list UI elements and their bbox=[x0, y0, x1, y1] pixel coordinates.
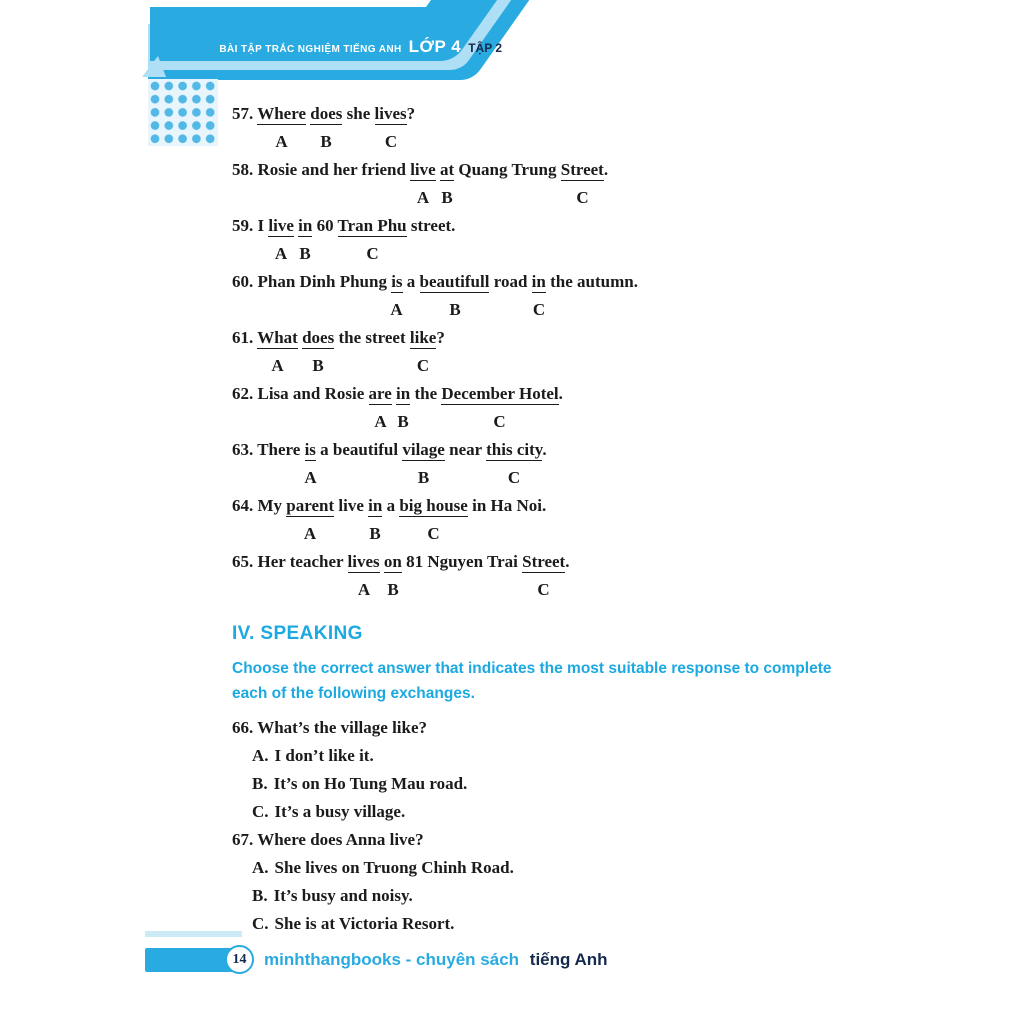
text-segment: Rosie and her friend bbox=[257, 160, 411, 179]
question-sentence bbox=[232, 212, 831, 240]
underlined-segment: vilage bbox=[402, 440, 445, 459]
option-letter: B bbox=[320, 132, 332, 151]
answer-choice bbox=[232, 798, 831, 826]
text-segment: Quang Trung bbox=[454, 160, 561, 179]
option-letter: A bbox=[304, 468, 317, 487]
underlined-segment: does bbox=[302, 328, 335, 347]
choice-text: It’s on Ho Tung Mau road. bbox=[273, 774, 468, 793]
answer-choice bbox=[232, 854, 831, 882]
option-letter-row bbox=[232, 464, 831, 492]
underlined-segment: Street bbox=[560, 160, 604, 179]
underlined-segment: like bbox=[409, 328, 437, 347]
question-block bbox=[232, 436, 831, 492]
option-letter: C bbox=[532, 300, 546, 319]
text-segment: near bbox=[444, 440, 487, 459]
page-number-badge bbox=[225, 945, 254, 974]
question-sentence bbox=[232, 436, 831, 464]
option-letter: C bbox=[427, 524, 440, 543]
speaking-question-text: 66. What’s the village like? bbox=[232, 718, 428, 737]
option-letter: B bbox=[417, 468, 430, 487]
option-letter: B bbox=[369, 524, 381, 543]
choice-label: C. bbox=[252, 914, 269, 933]
question-block bbox=[232, 156, 831, 212]
text-segment: . bbox=[603, 160, 609, 179]
choice-text: She is at Victoria Resort. bbox=[274, 914, 455, 933]
question-number: 64. bbox=[232, 496, 258, 515]
question-sentence bbox=[232, 548, 831, 576]
text-segment: . bbox=[558, 384, 563, 403]
text-segment: in Ha Noi. bbox=[467, 496, 547, 515]
option-letter: C bbox=[537, 580, 550, 599]
question-block bbox=[232, 324, 831, 380]
underlined-segment: December Hotel bbox=[441, 384, 559, 403]
underlined-segment: live bbox=[268, 216, 294, 235]
answer-choice bbox=[232, 770, 831, 798]
question-block bbox=[232, 492, 831, 548]
text-segment: 60 bbox=[312, 216, 338, 235]
option-letter-row bbox=[232, 296, 831, 324]
choice-label: B. bbox=[252, 886, 268, 905]
underlined-segment: parent bbox=[286, 496, 335, 515]
option-letter-row bbox=[232, 128, 831, 156]
question-block bbox=[232, 268, 831, 324]
question-block bbox=[232, 548, 831, 604]
header-title bbox=[220, 37, 502, 57]
option-letter: B bbox=[441, 188, 453, 207]
text-segment: road bbox=[489, 272, 532, 291]
page-number: 14 bbox=[232, 951, 247, 967]
underlined-segment: does bbox=[310, 104, 343, 123]
text-segment: I bbox=[257, 216, 269, 235]
question-sentence bbox=[232, 492, 831, 520]
choice-label: B. bbox=[252, 774, 268, 793]
underlined-segment: on bbox=[383, 552, 402, 571]
underlined-segment: What bbox=[257, 328, 298, 347]
question-number: 61. bbox=[232, 328, 258, 347]
speaking-instruction bbox=[232, 656, 831, 706]
text-segment: a bbox=[382, 496, 400, 515]
text-segment: 81 Nguyen Trai bbox=[401, 552, 523, 571]
option-letter: C bbox=[384, 132, 398, 151]
speaking-question-block bbox=[232, 714, 831, 826]
option-letter: B bbox=[449, 300, 461, 319]
footer-accent-strip bbox=[145, 931, 242, 937]
text-segment: ? bbox=[406, 104, 416, 123]
text-segment: street. bbox=[406, 216, 456, 235]
underlined-segment: live bbox=[410, 160, 436, 179]
text-segment: Lisa and Rosie bbox=[257, 384, 369, 403]
option-letter: C bbox=[493, 412, 506, 431]
dots-decoration bbox=[148, 79, 218, 146]
option-letter: A bbox=[303, 524, 317, 543]
option-letter: C bbox=[366, 244, 379, 263]
choice-text: I don’t like it. bbox=[274, 746, 374, 765]
underlined-segment: lives bbox=[347, 552, 380, 571]
option-letter: B bbox=[299, 244, 311, 263]
underlined-segment: big house bbox=[399, 496, 468, 515]
text-segment: . bbox=[542, 440, 547, 459]
underlined-segment: Tran Phu bbox=[337, 216, 407, 235]
answer-choice bbox=[232, 742, 831, 770]
question-number: 63. bbox=[232, 440, 258, 459]
speaking-question-block bbox=[232, 826, 831, 938]
choice-label: A. bbox=[252, 858, 269, 877]
underlined-segment: lives bbox=[374, 104, 407, 123]
question-number: 57. bbox=[232, 104, 258, 123]
choice-text: It’s a busy village. bbox=[274, 802, 406, 821]
option-letter-row bbox=[232, 240, 831, 268]
question-sentence bbox=[232, 156, 831, 184]
speaking-question-text: 67. Where does Anna live? bbox=[232, 830, 424, 849]
underlined-segment: in bbox=[531, 272, 546, 291]
option-letter-row bbox=[232, 352, 831, 380]
instruction-line: Choose the correct answer that indicates the most suitable response to complete bbox=[232, 660, 832, 677]
speaking-questions bbox=[232, 714, 831, 938]
question-sentence bbox=[232, 268, 831, 296]
text-segment: There bbox=[257, 440, 305, 459]
question-sentence bbox=[232, 100, 831, 128]
instruction-line: each of the following exchanges. bbox=[232, 685, 475, 702]
underlined-segment: in bbox=[396, 384, 411, 403]
text-segment: . bbox=[565, 552, 570, 571]
option-letter: B bbox=[387, 580, 399, 599]
question-number: 59. bbox=[232, 216, 258, 235]
underlined-segment: Street bbox=[522, 552, 566, 571]
option-letter: C bbox=[507, 468, 521, 487]
option-letter: A bbox=[274, 244, 288, 263]
choice-text: She lives on Truong Chinh Road. bbox=[274, 858, 514, 877]
choice-label: C. bbox=[252, 802, 269, 821]
question-sentence bbox=[232, 324, 831, 352]
text-segment: live bbox=[334, 496, 369, 515]
option-letter: B bbox=[397, 412, 409, 431]
text-segment: Phan Dinh Phung bbox=[257, 272, 392, 291]
option-letter-row bbox=[232, 184, 831, 212]
question-number: 58. bbox=[232, 160, 258, 179]
text-segment: the street bbox=[334, 328, 410, 347]
underlined-segment: is bbox=[304, 440, 316, 459]
question-number: 60. bbox=[232, 272, 258, 291]
option-letter: A bbox=[271, 356, 284, 375]
option-letter: A bbox=[357, 580, 371, 599]
option-letter: A bbox=[374, 412, 387, 431]
underlined-segment: at bbox=[439, 160, 455, 179]
series-title: BÀI TẬP TRẮC NGHIỆM TIẾNG ANH bbox=[219, 44, 402, 55]
grade-label: LỚP 4 bbox=[408, 37, 462, 56]
text-segment: ? bbox=[436, 328, 445, 347]
question-block bbox=[232, 212, 831, 268]
underlined-segment: Where bbox=[257, 104, 306, 123]
option-letter: B bbox=[312, 356, 324, 375]
answer-choice bbox=[232, 910, 831, 938]
option-letter: A bbox=[275, 132, 288, 151]
choice-label: A. bbox=[252, 746, 269, 765]
answer-choice bbox=[232, 882, 831, 910]
underlined-segment: is bbox=[391, 272, 403, 291]
volume-label: TẬP 2 bbox=[468, 41, 502, 55]
option-letter-row bbox=[232, 408, 831, 436]
footer-brand-line bbox=[264, 948, 608, 972]
underlined-segment: in bbox=[298, 216, 313, 235]
speaking-section-heading: IV. SPEAKING bbox=[232, 623, 363, 644]
question-number: 62. bbox=[232, 384, 258, 403]
text-segment: My bbox=[257, 496, 287, 515]
underlined-segment: this city bbox=[486, 440, 543, 459]
underlined-segment: beautifull bbox=[419, 272, 490, 291]
question-block bbox=[232, 380, 831, 436]
option-letter-row bbox=[232, 576, 831, 604]
brand-suffix: tiếng Anh bbox=[529, 950, 608, 969]
text-segment: Her teacher bbox=[257, 552, 348, 571]
text-segment: a beautiful bbox=[315, 440, 403, 459]
error-questions bbox=[232, 100, 831, 604]
text-segment: the bbox=[410, 384, 442, 403]
underlined-segment: in bbox=[368, 496, 383, 515]
page-content bbox=[232, 100, 831, 938]
option-letter: C bbox=[576, 188, 589, 207]
brand-name: minhthangbooks - chuyên sách bbox=[264, 950, 520, 969]
option-letter: A bbox=[416, 188, 430, 207]
text-segment: a bbox=[402, 272, 420, 291]
underlined-segment: are bbox=[368, 384, 392, 403]
question-block bbox=[232, 100, 831, 156]
option-letter: A bbox=[390, 300, 403, 319]
text-segment: she bbox=[342, 104, 375, 123]
question-sentence bbox=[232, 380, 831, 408]
option-letter: C bbox=[416, 356, 430, 375]
choice-text: It’s busy and noisy. bbox=[273, 886, 413, 905]
question-number: 65. bbox=[232, 552, 258, 571]
text-segment: the autumn. bbox=[545, 272, 638, 291]
option-letter-row bbox=[232, 520, 831, 548]
